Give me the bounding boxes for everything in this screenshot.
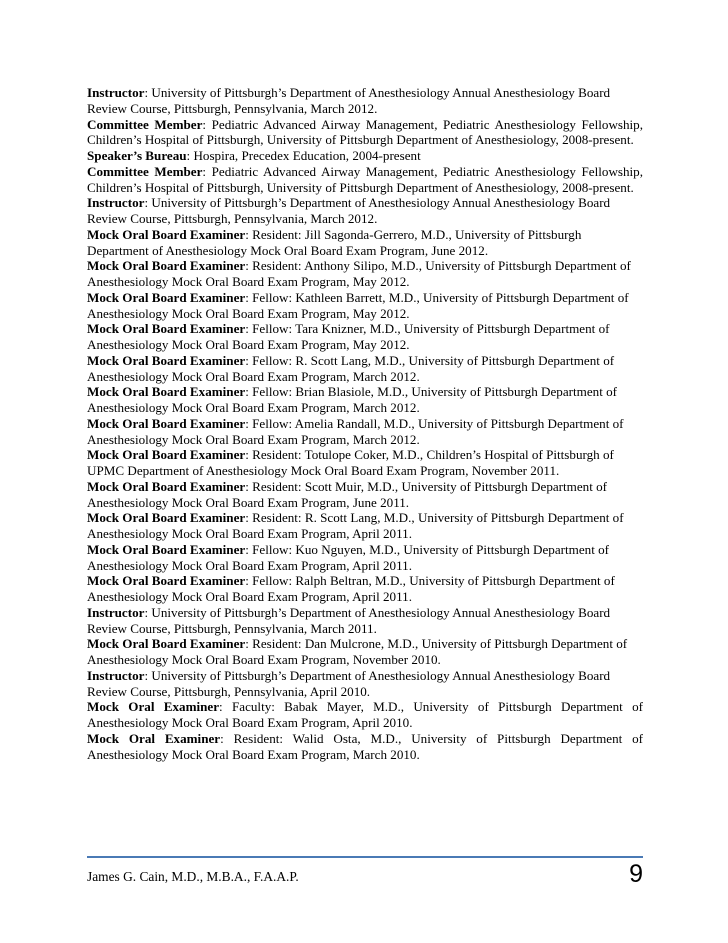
entry-text: : Faculty: Babak Mayer, M.D., University of Pittsburgh Department of Anesthesiology Mock Oral Board Exam Program, April 2010. bbox=[87, 699, 643, 730]
entry-text: : Fellow: Brian Blasiole, M.D., University of Pittsburgh Department of Anesthesiology Mock Oral Board Exam Program, March 2012. bbox=[87, 384, 618, 415]
entry-role: Mock Oral Board Examiner bbox=[87, 447, 246, 463]
entry-item bbox=[87, 699, 643, 731]
entry-item bbox=[87, 447, 643, 479]
entry-text: : Hospira, Precedex Education, 2004-present bbox=[186, 148, 421, 163]
entry-text: : Resident: Walid Osta, M.D., University of Pittsburgh Department of Anesthesiology Mock Oral Board Exam Program, March 2010. bbox=[87, 730, 643, 762]
entry-item bbox=[87, 258, 643, 290]
entry-item bbox=[87, 321, 643, 353]
entry-role: Instructor bbox=[87, 195, 145, 211]
entry-role: Mock Oral Board Examiner bbox=[87, 289, 246, 305]
entry-item bbox=[87, 353, 643, 385]
entry-role: Committee Member bbox=[87, 163, 203, 179]
entry-text: : Resident: Dan Mulcrone, M.D., University of Pittsburgh Department of Anesthesiology Mock Oral Board Exam Program, November 2010. bbox=[87, 636, 628, 667]
entry-text: : Resident: R. Scott Lang, M.D., University of Pittsburgh Department of Anesthesiology Mock Oral Board Exam Program, April 2011. bbox=[87, 510, 624, 541]
entry-item bbox=[87, 731, 643, 763]
entry-text: : Resident: Totulope Coker, M.D., Children’s Hospital of Pittsburgh of UPMC Department of Anesthesiology Mock Oral Board Exam Program, November 2011. bbox=[87, 447, 614, 478]
footer-author-name: James G. Cain, M.D., M.B.A., F.A.A.P. bbox=[87, 869, 299, 884]
entry-role: Mock Oral Board Examiner bbox=[87, 226, 246, 242]
footer-rule bbox=[87, 856, 643, 858]
entry-item bbox=[87, 605, 643, 637]
entry-text: : University of Pittsburgh’s Department of Anesthesiology Annual Anesthesiology Board Review Course, Pittsburgh, Pennsylvania, March 2011. bbox=[87, 604, 611, 636]
entry-item bbox=[87, 510, 643, 542]
entry-role: Mock Oral Board Examiner bbox=[87, 321, 246, 337]
entry-role: Mock Oral Examiner bbox=[87, 699, 220, 715]
entry-text: : Resident: Jill Sagonda-Gerrero, M.D., University of Pittsburgh Department of Anesthesiology Mock Oral Board Exam Program, June 2012. bbox=[87, 226, 582, 258]
entry-role: Mock Oral Examiner bbox=[87, 730, 221, 746]
entry-role: Mock Oral Board Examiner bbox=[87, 510, 246, 526]
entry-text: : Fellow: Kuo Nguyen, M.D., University of Pittsburgh Department of Anesthesiology Mock Oral Board Exam Program, April 2011. bbox=[87, 541, 610, 573]
entry-item bbox=[87, 227, 643, 259]
entry-text: : University of Pittsburgh’s Department of Anesthesiology Annual Anesthesiology Board Review Course, Pittsburgh, Pennsylvania, March 2012. bbox=[87, 195, 611, 226]
entry-text: : Fellow: Ralph Beltran, M.D., University of Pittsburgh Department of Anesthesiology Mock Oral Board Exam Program, April 2011. bbox=[87, 573, 615, 604]
entry-item bbox=[87, 668, 643, 700]
entry-role: Mock Oral Board Examiner bbox=[87, 352, 246, 368]
entry-item bbox=[87, 290, 643, 322]
entry-text: : University of Pittsburgh’s Department of Anesthesiology Annual Anesthesiology Board Review Course, Pittsburgh, Pennsylvania, April 2010. bbox=[87, 667, 611, 699]
entry-role: Mock Oral Board Examiner bbox=[87, 541, 246, 557]
entry-text: : Fellow: Tara Knizner, M.D., University of Pittsburgh Department of Anesthesiology Mock Oral Board Exam Program, May 2012. bbox=[87, 321, 610, 352]
entry-role: Mock Oral Board Examiner bbox=[87, 384, 246, 400]
entry-item bbox=[87, 573, 643, 605]
entry-text: : Fellow: Amelia Randall, M.D., University of Pittsburgh Department of Anesthesiology Mock Oral Board Exam Program, March 2012. bbox=[87, 415, 624, 447]
entry-item bbox=[87, 195, 643, 227]
entry-role: Mock Oral Board Examiner bbox=[87, 573, 246, 589]
entry-text: : Pediatric Advanced Airway Management, Pediatric Anesthesiology Fellowship, Children’s Hospital of Pittsburgh, University of Pittsburgh Department of Anesthesiology, 2008-present. bbox=[87, 116, 644, 148]
entry-item bbox=[87, 479, 643, 511]
entry-role: Instructor bbox=[87, 604, 145, 620]
entry-item bbox=[87, 542, 643, 574]
entry-text: : Fellow: R. Scott Lang, M.D., University of Pittsburgh Department of Anesthesiology Mock Oral Board Exam Program, March 2012. bbox=[87, 352, 615, 384]
entry-item bbox=[87, 164, 643, 196]
entry-item bbox=[87, 384, 643, 416]
entry-text: : Pediatric Advanced Airway Management, Pediatric Anesthesiology Fellowship, Children’s Hospital of Pittsburgh, University of Pittsburgh Department of Anesthesiology, 2008-present. bbox=[87, 163, 644, 195]
entry-item bbox=[87, 117, 643, 149]
entry-role: Instructor bbox=[87, 85, 145, 100]
entry-role: Speaker’s Bureau bbox=[87, 148, 187, 163]
entry-item bbox=[87, 636, 643, 668]
page-number: 9 bbox=[629, 860, 643, 888]
entry-text: : Fellow: Kathleen Barrett, M.D., University of Pittsburgh Department of Anesthesiology Mock Oral Board Exam Program, May 2012. bbox=[87, 289, 629, 321]
entry-text: : Resident: Anthony Silipo, M.D., University of Pittsburgh Department of Anesthesiology Mock Oral Board Exam Program, May 2012. bbox=[87, 258, 631, 289]
document-body bbox=[87, 85, 643, 762]
entry-role: Mock Oral Board Examiner bbox=[87, 478, 246, 494]
entry-role: Mock Oral Board Examiner bbox=[87, 415, 246, 431]
entry-text: : University of Pittsburgh’s Department of Anesthesiology Annual Anesthesiology Board Review Course, Pittsburgh, Pennsylvania, March 2012. bbox=[87, 85, 611, 116]
entry-item bbox=[87, 416, 643, 448]
entry-item bbox=[87, 85, 643, 117]
entry-item bbox=[87, 148, 643, 164]
entry-role: Instructor bbox=[87, 667, 145, 683]
entry-role: Mock Oral Board Examiner bbox=[87, 636, 246, 652]
entry-text: : Resident: Scott Muir, M.D., University of Pittsburgh Department of Anesthesiology Mock Oral Board Exam Program, June 2011. bbox=[87, 478, 608, 510]
entry-role: Committee Member bbox=[87, 116, 203, 132]
entry-role: Mock Oral Board Examiner bbox=[87, 258, 246, 274]
